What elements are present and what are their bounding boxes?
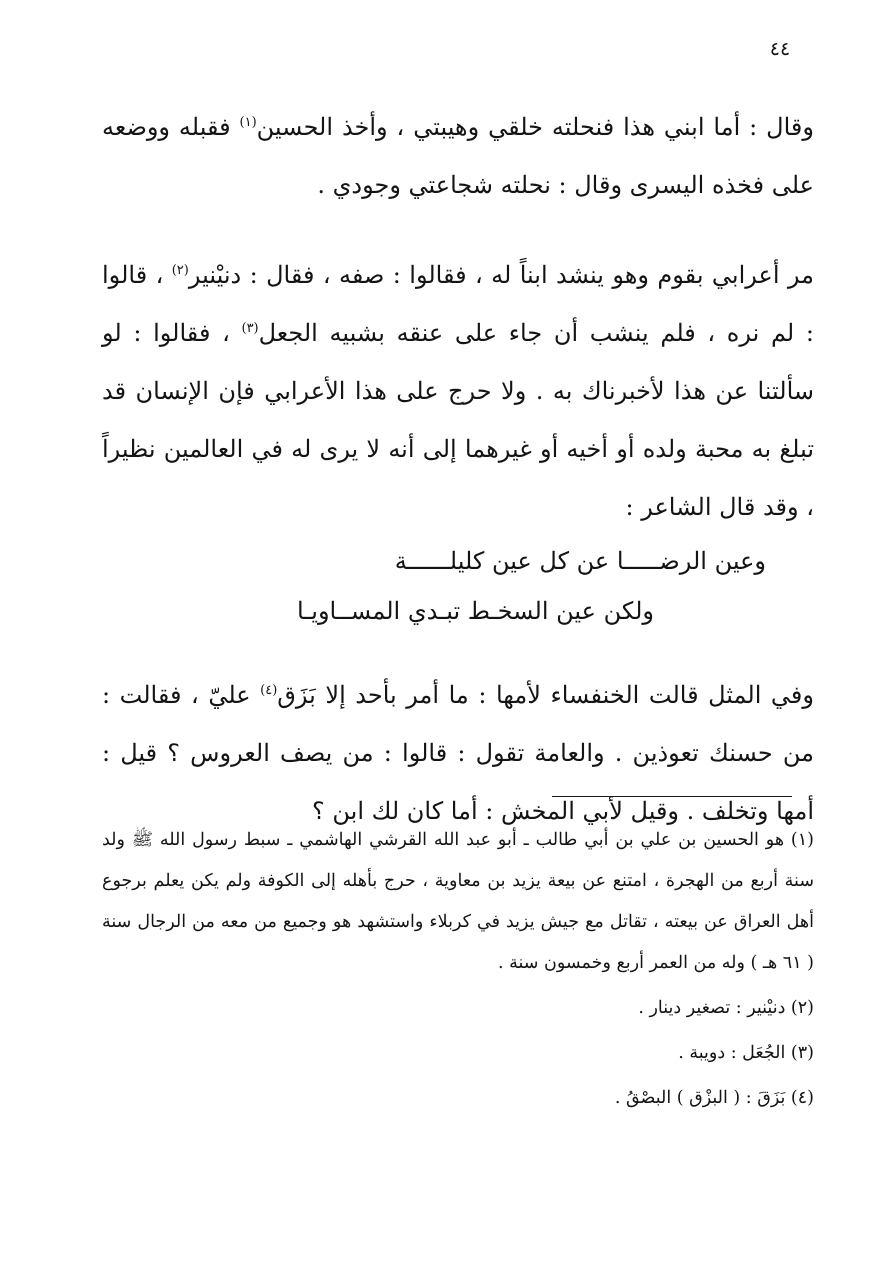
paragraph-text: فقبله ووضعه على فخذه اليسرى وقال : نحلته شجاعتي وجودي . (102, 113, 814, 199)
paragraph-text: مر أعرابي بقوم وهو ينشد ابناً له ، فقالوا : صفه ، فقال : دنيْنير (188, 261, 814, 289)
paragraph-text: ، قالوا : لم نره ، فلم ينشب أن جاء على عنقه بشبيه الجعل (102, 261, 814, 347)
paragraph-text: وقال : أما ابني هذا فنحلته خلقي وهيبتي ، وأخذ الحسين (256, 113, 814, 141)
page-number: ٤٤ (769, 38, 791, 60)
footnotes (102, 820, 814, 1123)
verse-line-1: وعين الرضـــــا عن كل عين كليلــــــة (394, 547, 766, 575)
paragraph-hussein (102, 98, 814, 214)
footnote-ref-4: (٤) (260, 683, 278, 698)
footnote-1: (١) هو الحسين بن علي بن أبي طالب ـ أبو عبد الله القرشي الهاشمي ـ سبط رسول الله ﷺ ولد سنة أربع من الهجرة ، امتنع عن بيعة يزيد بن معاوية ، حرج بأهله إلى الكوفة ولم يكن يعلم برجوع أهل العراق عن بيعته ، تقاتل مع جيش يزيد في كربلاء واستشهد هو وجميع من معه من الرجال سنة ( ٦١ هـ ) وله من العمر أربع وخمسون سنة . (102, 830, 814, 973)
paragraph-text: عليّ ، فقالت : من حسنك تعوذين . والعامة تقول : قالوا : من يصف العروس ؟ قيل : أمها وتخلف . وقيل لأبي المخش : أما كان لك ابن ؟ (102, 681, 814, 825)
footnote-ref-2: (٢) (171, 263, 189, 278)
footnote-ref-1: (١) (239, 115, 257, 130)
paragraph-bedouin (102, 246, 814, 536)
footnote-ref-3: (٣) (241, 321, 259, 336)
footnote-2: (٢) دنيْنير : تصغير دينار . (638, 998, 814, 1018)
footnote-3: (٣) الجُعَل : دويبة . (678, 1043, 814, 1063)
paragraph-beetle-proverb (102, 666, 814, 840)
footnote-separator (552, 796, 792, 797)
paragraph-text: وفي المثل قالت الخنفساء لأمها : ما أمر بأحد إلا بَزَق (277, 681, 814, 709)
paragraph-text: ، فقالوا : لو سألتنا عن هذا لأخبرناك به . ولا حرج على هذا الأعرابي فإن الإنسان قد تبلغ به محبة ولده أو أخيه أو غيرهما إلى أنه لا يرى له في العالمين نظيراً ، وقد قال الشاعر : (102, 319, 814, 521)
footnote-4: (٤) بَزَقَ : ( البزْق ) البصْقُ . (614, 1088, 814, 1108)
verse-line-2: ولكن عين السخـط تبـدي المســاويـا (296, 597, 654, 625)
main-text (102, 98, 814, 872)
